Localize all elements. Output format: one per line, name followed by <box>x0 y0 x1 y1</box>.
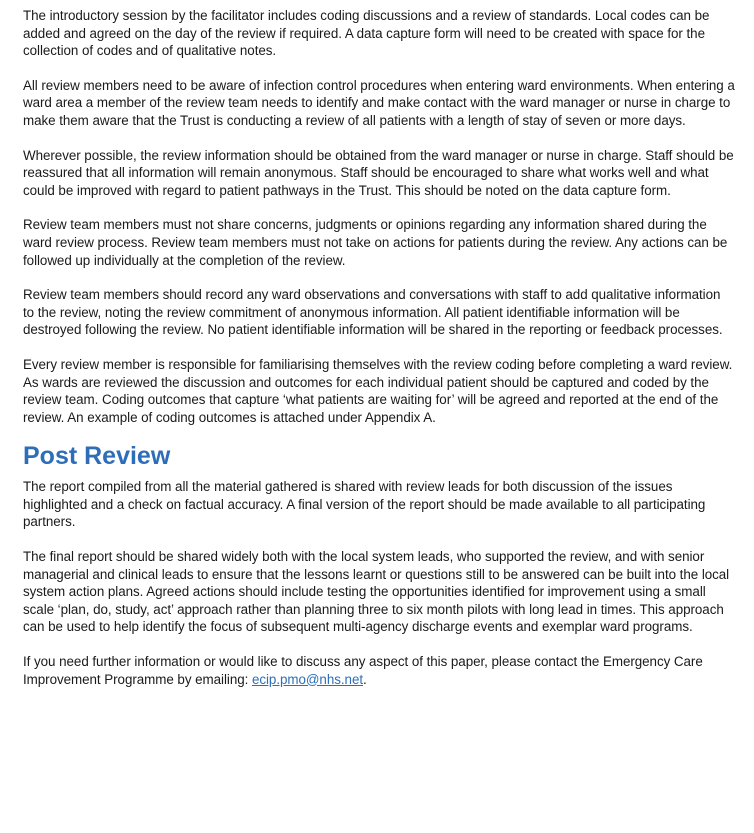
paragraph-infection-control: All review members need to be aware of infection control procedures when entering ward environments. When entering a ward area a member of the review team needs to identify and make contact with the ward manager or nurse in charge to make them aware that the Trust is conducting a review of all patients with a length of stay of seven or more days. <box>23 77 735 128</box>
paragraph-review-information: Wherever possible, the review information should be obtained from the ward manager or nurse in charge. Staff should be reassured that all information will remain anonymous. Staff should be encouraged to share what works well and what could be improved with regard to patient pathways in the Trust. This should be noted on the data capture form. <box>23 147 734 198</box>
paragraph-observations: Review team members should record any ward observations and conversations with staff to add qualitative information to the review, noting the review commitment of anonymous information. All patient identifiable information will be destroyed following the review. No patient identifiable information will be shared in the reporting or feedback processes. <box>23 287 723 338</box>
paragraph-report-compiled: The report compiled from all the material gathered is shared with review leads for both discussion of the issues highlighted and a check on factual accuracy. A final version of the report should be made available to all participating partners. <box>23 479 706 530</box>
document-page <box>23 7 735 705</box>
paragraph-coding: Every review member is responsible for familiarising themselves with the review coding before completing a ward review. As wards are reviewed the discussion and outcomes for each individual patient should be captured and coded by the review team. Coding outcomes that capture ‘what patients are waiting for’ will be agreed and reported at the end of the review. An example of coding outcomes is attached under Appendix A. <box>23 356 733 425</box>
contact-suffix: . <box>363 671 367 687</box>
paragraph-team-conduct: Review team members must not share concerns, judgments or opinions regarding any information shared during the ward review process. Review team members must not take on actions for patients during the review. Any actions can be followed up individually at the completion of the review. <box>23 217 728 268</box>
contact-text: If you need further information or would like to discuss any aspect of this paper, please contact the Emergency Care Improvement Programme by emailing: <box>23 654 703 687</box>
paragraph-contact <box>23 653 735 688</box>
paragraph-final-report: The final report should be shared widely both with the local system leads, who supported the review, and with senior managerial and clinical leads to ensure that the lessons learnt or questions still to be answered can be built into the local system action plans. Agreed actions should include testing the opportunities identified for improvement using a small scale ‘plan, do, study, act’ approach rather than planning three to six month pilots with long lead in times. This approach can be used to help identify the focus of subsequent multi-agency discharge events and exemplar ward programs. <box>23 549 730 635</box>
paragraph-introductory-session: The introductory session by the facilitator includes coding discussions and a review of standards. Local codes can be added and agreed on the day of the review if required. A data capture form will need to be created with space for the collection of codes and of qualitative notes. <box>23 8 710 59</box>
section-heading-post-review: Post Review <box>23 442 171 471</box>
email-link[interactable]: ecip.pmo@nhs.net <box>251 671 364 687</box>
